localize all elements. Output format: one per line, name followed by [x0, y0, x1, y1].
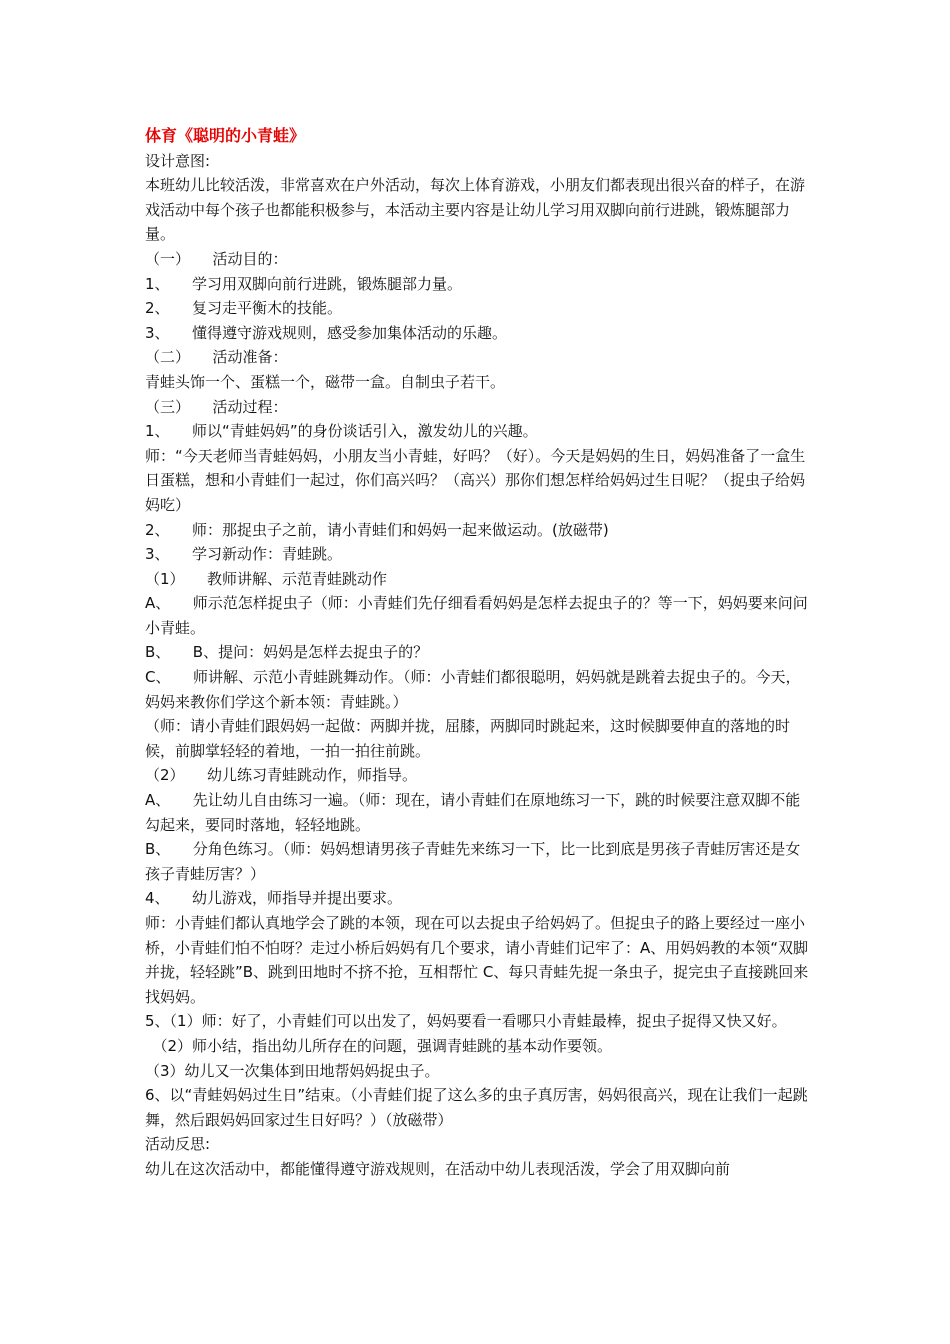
- document-body: [145, 149, 809, 1182]
- paragraph: 1、 学习用双脚向前行进跳，锻炼腿部力量。: [145, 274, 463, 293]
- paragraph: B、 分角色练习。（师：妈妈想请男孩子青蛙先来练习一下，比一比到底是男孩子青蛙厉害还是女孩子青蛙厉害？）: [145, 840, 801, 883]
- paragraph: 3、 学习新动作：青蛙跳。: [145, 545, 343, 564]
- paragraph: 青蛙头饰一个、蛋糕一个，磁带一盒。自制虫子若干。: [145, 372, 506, 391]
- paragraph: 幼儿在这次活动中，都能懂得遵守游戏规则，在活动中幼儿表现活泼，学会了用双脚向前: [145, 1159, 731, 1178]
- paragraph: （二） 活动准备：: [145, 348, 288, 367]
- paragraph: 师：“今天老师当青蛙妈妈，小朋友当小青蛙，好吗？（好）。今天是妈妈的生日，妈妈准备了一盒生日蛋糕，想和小青蛙们一起过，你们高兴吗？（高兴）那你们想怎样给妈妈过生日呢？（捉虫子给妈妈吃）: [145, 446, 806, 514]
- paragraph: 本班幼儿比较活泼，非常喜欢在户外活动，每次上体育游戏，小朋友们都表现出很兴奋的样子，在游戏活动中每个孩子也都能积极参与，本活动主要内容是让幼儿学习用双脚向前行进跳，锻炼腿部力量。: [145, 176, 806, 244]
- paragraph: 1、 师以“青蛙妈妈”的身份谈话引入，激发幼儿的兴趣。: [145, 422, 538, 441]
- paragraph: B、 B、提问：妈妈是怎样去捉虫子的？: [145, 643, 429, 662]
- paragraph: （3）幼儿又一次集体到田地帮妈妈捉虫子。: [145, 1061, 440, 1080]
- paragraph: 4、 幼儿游戏，师指导并提出要求。: [145, 889, 403, 908]
- paragraph: C、 师讲解、示范小青蛙跳舞动作。（师：小青蛙们都很聪明，妈妈就是跳着去捉虫子的。今天，妈妈来教你们学这个新本领：青蛙跳。）: [145, 668, 801, 711]
- paragraph: 设计意图:: [145, 151, 211, 170]
- document-title: 体育《聪明的小青蛙》: [145, 126, 306, 145]
- paragraph: 活动反思:: [145, 1135, 211, 1154]
- paragraph: A、 师示范怎样捉虫子（师：小青蛙们先仔细看看妈妈是怎样去捉虫子的？等一下，妈妈要来问问小青蛙。: [145, 594, 808, 637]
- paragraph: 5、（1）师：好了，小青蛙们可以出发了，妈妈要看一看哪只小青蛙最棒，捉虫子捉得又快又好。: [145, 1012, 787, 1031]
- paragraph: （2）师小结，指出幼儿所存在的问题，强调青蛙跳的基本动作要领。: [145, 1036, 613, 1055]
- paragraph: （一） 活动目的：: [145, 249, 288, 268]
- paragraph: A、 先让幼儿自由练习一遍。（师：现在，请小青蛙们在原地练习一下，跳的时候要注意双脚不能勾起来，要同时落地，轻轻地跳。: [145, 791, 801, 834]
- paragraph: 师：小青蛙们都认真地学会了跳的本领，现在可以去捉虫子给妈妈了。但捉虫子的路上要经过一座小桥，小青蛙们怕不怕呀？走过小桥后妈妈有几个要求，请小青蛙们记牢了：A、用妈妈教的本领“双脚并拢，轻轻跳”B、跳到田地时不挤不抢，互相帮忙 C、每只青蛙先捉一条虫子，捉完虫子直接跳回来找妈妈。: [145, 914, 809, 1006]
- paragraph: （三） 活动过程：: [145, 397, 288, 416]
- paragraph: 3、 懂得遵守游戏规则，感受参加集体活动的乐趣。: [145, 323, 508, 342]
- paragraph: 6、以“青蛙妈妈过生日”结束。（小青蛙们捉了这么多的虫子真厉害，妈妈很高兴，现在让我们一起跳舞，然后跟妈妈回家过生日好吗？）（放磁带）: [145, 1086, 808, 1129]
- document-page: [145, 124, 809, 1182]
- paragraph: 2、 复习走平衡木的技能。: [145, 299, 343, 318]
- paragraph: （2） 幼儿练习青蛙跳动作，师指导。: [145, 766, 418, 785]
- paragraph: （师：请小青蛙们跟妈妈一起做：两脚并拢，屈膝，两脚同时跳起来，这时候脚要伸直的落地的时候，前脚掌轻轻的着地，一拍一拍往前跳。: [145, 717, 791, 760]
- paragraph: （1） 教师讲解、示范青蛙跳动作: [145, 569, 388, 588]
- paragraph: 2、 师：那捉虫子之前，请小青蛙们和妈妈一起来做运动。(放磁带): [145, 520, 609, 539]
